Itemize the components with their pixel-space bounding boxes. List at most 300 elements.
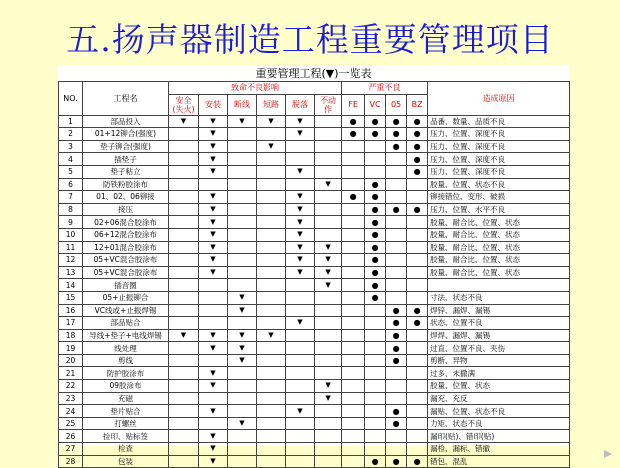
dot-mark-icon: ● xyxy=(365,228,386,241)
row-cause: 焊锌、漏焊、漏锡 xyxy=(428,304,570,317)
row-process-name: 捡印、贴标签 xyxy=(83,430,169,443)
empty-cell xyxy=(257,254,286,267)
empty-cell xyxy=(342,405,365,418)
triangle-mark-icon: ▼ xyxy=(315,241,342,254)
empty-cell xyxy=(342,443,365,456)
empty-cell xyxy=(228,203,257,216)
empty-cell xyxy=(386,392,407,405)
triangle-mark-icon: ▼ xyxy=(286,241,315,254)
empty-cell xyxy=(257,443,286,456)
dot-mark-icon: ● xyxy=(386,304,407,317)
row-no: 9 xyxy=(59,216,83,229)
empty-cell xyxy=(169,178,199,191)
table-row xyxy=(59,191,570,204)
dot-mark-icon: ● xyxy=(407,140,428,153)
table-row xyxy=(59,317,570,330)
triangle-mark-icon: ▼ xyxy=(286,165,315,178)
empty-cell xyxy=(228,228,257,241)
empty-cell xyxy=(257,367,286,380)
row-no: 20 xyxy=(59,354,83,367)
header-col-9: BZ xyxy=(407,94,428,115)
row-process-name: 02+06混合胶涂布 xyxy=(83,216,169,229)
empty-cell xyxy=(169,380,199,393)
table-row xyxy=(59,304,570,317)
dot-mark-icon: ● xyxy=(386,115,407,128)
row-no: 10 xyxy=(59,228,83,241)
table-row xyxy=(59,443,570,456)
row-process-name: 包装 xyxy=(83,455,169,468)
row-no: 25 xyxy=(59,417,83,430)
empty-cell xyxy=(286,417,315,430)
empty-cell xyxy=(257,430,286,443)
empty-cell xyxy=(342,354,365,367)
empty-cell xyxy=(257,191,286,204)
empty-cell xyxy=(315,115,342,128)
empty-cell xyxy=(169,165,199,178)
empty-cell xyxy=(342,317,365,330)
row-no: 2 xyxy=(59,128,83,141)
empty-cell xyxy=(169,241,199,254)
header-cause: 造成原因 xyxy=(428,82,570,116)
empty-cell xyxy=(199,291,228,304)
empty-cell xyxy=(257,405,286,418)
empty-cell xyxy=(315,417,342,430)
row-no: 14 xyxy=(59,279,83,292)
dot-mark-icon: ● xyxy=(386,455,407,468)
row-cause: 焊焊、漏焊、漏锡 xyxy=(428,329,570,342)
empty-cell xyxy=(257,228,286,241)
empty-cell xyxy=(386,165,407,178)
triangle-mark-icon: ▼ xyxy=(286,254,315,267)
row-process-name: 防护胶涂布 xyxy=(83,367,169,380)
empty-cell xyxy=(315,165,342,178)
triangle-mark-icon: ▼ xyxy=(199,254,228,267)
row-no: 21 xyxy=(59,367,83,380)
dot-mark-icon: ● xyxy=(386,128,407,141)
row-no: 28 xyxy=(59,455,83,468)
page-title: 五.扬声器制造工程重要管理项目 xyxy=(66,20,554,59)
empty-cell xyxy=(342,254,365,267)
header-col-4: 脱落 xyxy=(286,94,315,115)
triangle-mark-icon: ▼ xyxy=(199,342,228,355)
triangle-mark-icon: ▼ xyxy=(286,317,315,330)
empty-cell xyxy=(342,329,365,342)
empty-cell xyxy=(286,342,315,355)
table-row xyxy=(59,430,570,443)
table-row xyxy=(59,115,570,128)
row-process-name: 部品投入 xyxy=(83,115,169,128)
empty-cell xyxy=(342,216,365,229)
empty-cell xyxy=(365,430,386,443)
empty-cell xyxy=(342,304,365,317)
empty-cell xyxy=(365,354,386,367)
triangle-mark-icon: ▼ xyxy=(199,128,228,141)
empty-cell xyxy=(257,178,286,191)
row-process-name: 01+12铆合(强度) xyxy=(83,128,169,141)
row-process-name: 插垫子 xyxy=(83,153,169,166)
row-cause: 品番、数量、品质不良 xyxy=(428,115,570,128)
table-row xyxy=(59,140,570,153)
row-no: 23 xyxy=(59,392,83,405)
empty-cell xyxy=(199,304,228,317)
empty-cell xyxy=(257,392,286,405)
table-row xyxy=(59,228,570,241)
triangle-mark-icon: ▼ xyxy=(199,228,228,241)
triangle-mark-icon: ▼ xyxy=(199,405,228,418)
triangle-mark-icon: ▼ xyxy=(199,367,228,380)
empty-cell xyxy=(407,254,428,267)
empty-cell xyxy=(169,354,199,367)
triangle-mark-icon: ▼ xyxy=(199,241,228,254)
table-row xyxy=(59,241,570,254)
empty-cell xyxy=(407,417,428,430)
empty-cell xyxy=(342,367,365,380)
empty-cell xyxy=(228,241,257,254)
triangle-mark-icon: ▼ xyxy=(199,191,228,204)
header-no: NO. xyxy=(59,82,83,116)
table-subtitle: 重要管理工程(▼)一览表 xyxy=(255,67,372,80)
triangle-mark-icon: ▼ xyxy=(315,380,342,393)
empty-cell xyxy=(386,266,407,279)
row-no: 8 xyxy=(59,203,83,216)
table-row xyxy=(59,178,570,191)
empty-cell xyxy=(169,266,199,279)
triangle-mark-icon: ▼ xyxy=(286,216,315,229)
empty-cell xyxy=(228,380,257,393)
triangle-mark-icon: ▼ xyxy=(286,115,315,128)
empty-cell xyxy=(257,417,286,430)
empty-cell xyxy=(386,279,407,292)
row-process-name: 垫片贴合 xyxy=(83,405,169,418)
table-row xyxy=(59,165,570,178)
empty-cell xyxy=(407,228,428,241)
row-no: 27 xyxy=(59,443,83,456)
dot-mark-icon: ● xyxy=(365,266,386,279)
row-cause: 过多、未撒满 xyxy=(428,367,570,380)
table-row xyxy=(59,266,570,279)
empty-cell xyxy=(407,380,428,393)
empty-cell xyxy=(257,128,286,141)
empty-cell xyxy=(386,430,407,443)
row-cause: 胶量、位置、状态不良 xyxy=(428,178,570,191)
dot-mark-icon: ● xyxy=(386,417,407,430)
empty-cell xyxy=(169,153,199,166)
dot-mark-icon: ● xyxy=(407,115,428,128)
header-col-6: FE xyxy=(342,94,365,115)
empty-cell xyxy=(365,405,386,418)
row-no: 22 xyxy=(59,380,83,393)
empty-cell xyxy=(315,128,342,141)
empty-cell xyxy=(257,266,286,279)
header-col-3: 短路 xyxy=(257,94,286,115)
empty-cell xyxy=(286,291,315,304)
empty-cell xyxy=(199,317,228,330)
empty-cell xyxy=(228,140,257,153)
empty-cell xyxy=(169,254,199,267)
header-col-1: 安装 xyxy=(199,94,228,115)
empty-cell xyxy=(257,354,286,367)
dot-mark-icon: ● xyxy=(365,241,386,254)
empty-cell xyxy=(342,165,365,178)
empty-cell xyxy=(342,279,365,292)
row-process-name: 垫子粘立 xyxy=(83,165,169,178)
triangle-mark-icon: ▼ xyxy=(228,304,257,317)
row-cause: 铆接错位、变形、破损 xyxy=(428,191,570,204)
row-cause: 压力、位置、深度不良 xyxy=(428,128,570,141)
row-cause: 剪断、异物 xyxy=(428,354,570,367)
empty-cell xyxy=(286,443,315,456)
triangle-mark-icon: ▼ xyxy=(199,455,228,468)
empty-cell xyxy=(169,191,199,204)
row-no: 15 xyxy=(59,291,83,304)
row-no: 11 xyxy=(59,241,83,254)
triangle-mark-icon: ▼ xyxy=(286,128,315,141)
empty-cell xyxy=(257,317,286,330)
empty-cell xyxy=(386,178,407,191)
triangle-mark-icon: ▼ xyxy=(228,329,257,342)
empty-cell xyxy=(199,279,228,292)
empty-cell xyxy=(386,367,407,380)
row-process-name: 导线+垫子+电线焊锡 xyxy=(83,329,169,342)
empty-cell xyxy=(257,342,286,355)
triangle-mark-icon: ▼ xyxy=(228,115,257,128)
triangle-mark-icon: ▼ xyxy=(199,140,228,153)
triangle-mark-icon: ▼ xyxy=(286,191,315,204)
empty-cell xyxy=(407,367,428,380)
table-row xyxy=(59,291,570,304)
empty-cell xyxy=(228,216,257,229)
empty-cell xyxy=(228,367,257,380)
table-row xyxy=(59,254,570,267)
empty-cell xyxy=(169,417,199,430)
nav-arrow-icon[interactable] xyxy=(602,448,614,460)
row-process-name: 05+止振铆合 xyxy=(83,291,169,304)
row-no: 4 xyxy=(59,153,83,166)
row-process-name: 垫子铆合(强度) xyxy=(83,140,169,153)
empty-cell xyxy=(342,140,365,153)
triangle-mark-icon: ▼ xyxy=(286,266,315,279)
empty-cell xyxy=(342,392,365,405)
dot-mark-icon: ● xyxy=(365,178,386,191)
empty-cell xyxy=(365,304,386,317)
row-no: 1 xyxy=(59,115,83,128)
empty-cell xyxy=(342,153,365,166)
row-process-name: 06+12混合胶涂布 xyxy=(83,228,169,241)
table-row xyxy=(59,279,570,292)
empty-cell xyxy=(199,417,228,430)
dot-mark-icon: ● xyxy=(407,304,428,317)
table-row xyxy=(59,153,570,166)
row-no: 16 xyxy=(59,304,83,317)
row-cause: 漏检、漏标、错撤 xyxy=(428,443,570,456)
empty-cell xyxy=(342,380,365,393)
row-cause: 胶量、耐合比、位置、状态 xyxy=(428,241,570,254)
empty-cell xyxy=(407,405,428,418)
empty-cell xyxy=(169,291,199,304)
row-cause: 压力、位置、深度不良 xyxy=(428,140,570,153)
empty-cell xyxy=(315,153,342,166)
triangle-mark-icon: ▼ xyxy=(257,115,286,128)
triangle-mark-icon: ▼ xyxy=(286,203,315,216)
empty-cell xyxy=(407,266,428,279)
triangle-mark-icon: ▼ xyxy=(315,266,342,279)
triangle-mark-icon: ▼ xyxy=(199,443,228,456)
dot-mark-icon: ● xyxy=(365,254,386,267)
triangle-mark-icon: ▼ xyxy=(257,329,286,342)
triangle-mark-icon: ▼ xyxy=(169,115,199,128)
table-row xyxy=(59,128,570,141)
dot-mark-icon: ● xyxy=(386,329,407,342)
empty-cell xyxy=(365,140,386,153)
row-process-name: VC线或+止振焊锡 xyxy=(83,304,169,317)
dot-mark-icon: ● xyxy=(407,203,428,216)
empty-cell xyxy=(169,342,199,355)
row-no: 19 xyxy=(59,342,83,355)
empty-cell xyxy=(228,317,257,330)
row-process-name: 防铁粉胶涂布 xyxy=(83,178,169,191)
table-row xyxy=(59,367,570,380)
empty-cell xyxy=(315,216,342,229)
row-no: 17 xyxy=(59,317,83,330)
row-cause: 寸法、状态不良 xyxy=(428,291,570,304)
empty-cell xyxy=(365,380,386,393)
empty-cell xyxy=(169,430,199,443)
row-cause: 胶量、耐合比、位置、状态 xyxy=(428,254,570,267)
empty-cell xyxy=(386,291,407,304)
triangle-mark-icon: ▼ xyxy=(315,279,342,292)
table-body xyxy=(59,115,570,468)
row-process-name: 01、02、06铆接 xyxy=(83,191,169,204)
row-cause: 力矩、状态不良 xyxy=(428,417,570,430)
table-row xyxy=(59,203,570,216)
empty-cell xyxy=(407,178,428,191)
empty-cell xyxy=(286,392,315,405)
dot-mark-icon: ● xyxy=(407,153,428,166)
triangle-mark-icon: ▼ xyxy=(199,203,228,216)
empty-cell xyxy=(342,228,365,241)
empty-cell xyxy=(342,241,365,254)
empty-cell xyxy=(257,304,286,317)
empty-cell xyxy=(386,380,407,393)
empty-cell xyxy=(169,228,199,241)
empty-cell xyxy=(169,140,199,153)
empty-cell xyxy=(342,430,365,443)
empty-cell xyxy=(169,405,199,418)
row-no: 24 xyxy=(59,405,83,418)
row-cause: 压力、位置、水平不良 xyxy=(428,203,570,216)
row-cause: 胶量、位置、状态 xyxy=(428,380,570,393)
triangle-mark-icon: ▼ xyxy=(199,216,228,229)
table-row xyxy=(59,392,570,405)
row-process-name: 线处理 xyxy=(83,342,169,355)
triangle-mark-icon: ▼ xyxy=(169,329,199,342)
empty-cell xyxy=(407,216,428,229)
empty-cell xyxy=(386,228,407,241)
empty-cell xyxy=(286,380,315,393)
row-no: 13 xyxy=(59,266,83,279)
row-cause: 错包、混乱 xyxy=(428,455,570,468)
header-group-defect: 严重不良 xyxy=(342,82,428,95)
dot-mark-icon: ● xyxy=(386,140,407,153)
dot-mark-icon: ● xyxy=(386,405,407,418)
empty-cell xyxy=(169,304,199,317)
empty-cell xyxy=(315,317,342,330)
empty-cell xyxy=(365,317,386,330)
empty-cell xyxy=(169,443,199,456)
header-col-8: 05 xyxy=(386,94,407,115)
management-table xyxy=(58,81,570,468)
row-cause: 压力、位置、深度不良 xyxy=(428,153,570,166)
empty-cell xyxy=(407,191,428,204)
empty-cell xyxy=(365,329,386,342)
dot-mark-icon: ● xyxy=(407,165,428,178)
row-cause: 漏贴、位置、状态不良 xyxy=(428,405,570,418)
triangle-mark-icon: ▼ xyxy=(199,329,228,342)
empty-cell xyxy=(169,128,199,141)
row-no: 12 xyxy=(59,254,83,267)
triangle-mark-icon: ▼ xyxy=(199,153,228,166)
empty-cell xyxy=(386,191,407,204)
header-col-5: 不动 作 xyxy=(315,94,342,115)
dot-mark-icon: ● xyxy=(407,128,428,141)
empty-cell xyxy=(315,443,342,456)
empty-cell xyxy=(228,279,257,292)
empty-cell xyxy=(199,178,228,191)
empty-cell xyxy=(386,241,407,254)
triangle-mark-icon: ▼ xyxy=(228,354,257,367)
empty-cell xyxy=(257,153,286,166)
empty-cell xyxy=(257,380,286,393)
table-row xyxy=(59,216,570,229)
empty-cell xyxy=(286,329,315,342)
empty-cell xyxy=(169,216,199,229)
dot-mark-icon: ● xyxy=(365,216,386,229)
empty-cell xyxy=(407,443,428,456)
empty-cell xyxy=(407,241,428,254)
empty-cell xyxy=(257,279,286,292)
empty-cell xyxy=(286,178,315,191)
empty-cell xyxy=(315,354,342,367)
empty-cell xyxy=(228,153,257,166)
triangle-mark-icon: ▼ xyxy=(286,228,315,241)
empty-cell xyxy=(257,165,286,178)
row-process-name: 12+01混合胶涂布 xyxy=(83,241,169,254)
triangle-mark-icon: ▼ xyxy=(199,115,228,128)
empty-cell xyxy=(286,430,315,443)
dot-mark-icon: ● xyxy=(365,279,386,292)
row-no: 3 xyxy=(59,140,83,153)
empty-cell xyxy=(365,153,386,166)
dot-mark-icon: ● xyxy=(365,203,386,216)
row-process-name: 05+VC混合胶涂布 xyxy=(83,254,169,267)
row-cause: 胶量、耐合比、位置、状态 xyxy=(428,216,570,229)
empty-cell xyxy=(228,165,257,178)
empty-cell xyxy=(315,304,342,317)
empty-cell xyxy=(286,367,315,380)
row-cause: 压力、位置、深度不良 xyxy=(428,165,570,178)
row-process-name: 充磁 xyxy=(83,392,169,405)
row-process-name: 剪线 xyxy=(83,354,169,367)
dot-mark-icon: ● xyxy=(386,354,407,367)
triangle-mark-icon: ▼ xyxy=(315,254,342,267)
triangle-mark-icon: ▼ xyxy=(228,291,257,304)
empty-cell xyxy=(286,279,315,292)
empty-cell xyxy=(407,329,428,342)
empty-cell xyxy=(365,443,386,456)
triangle-mark-icon: ▼ xyxy=(315,178,342,191)
empty-cell xyxy=(315,342,342,355)
dot-mark-icon: ● xyxy=(342,191,365,204)
